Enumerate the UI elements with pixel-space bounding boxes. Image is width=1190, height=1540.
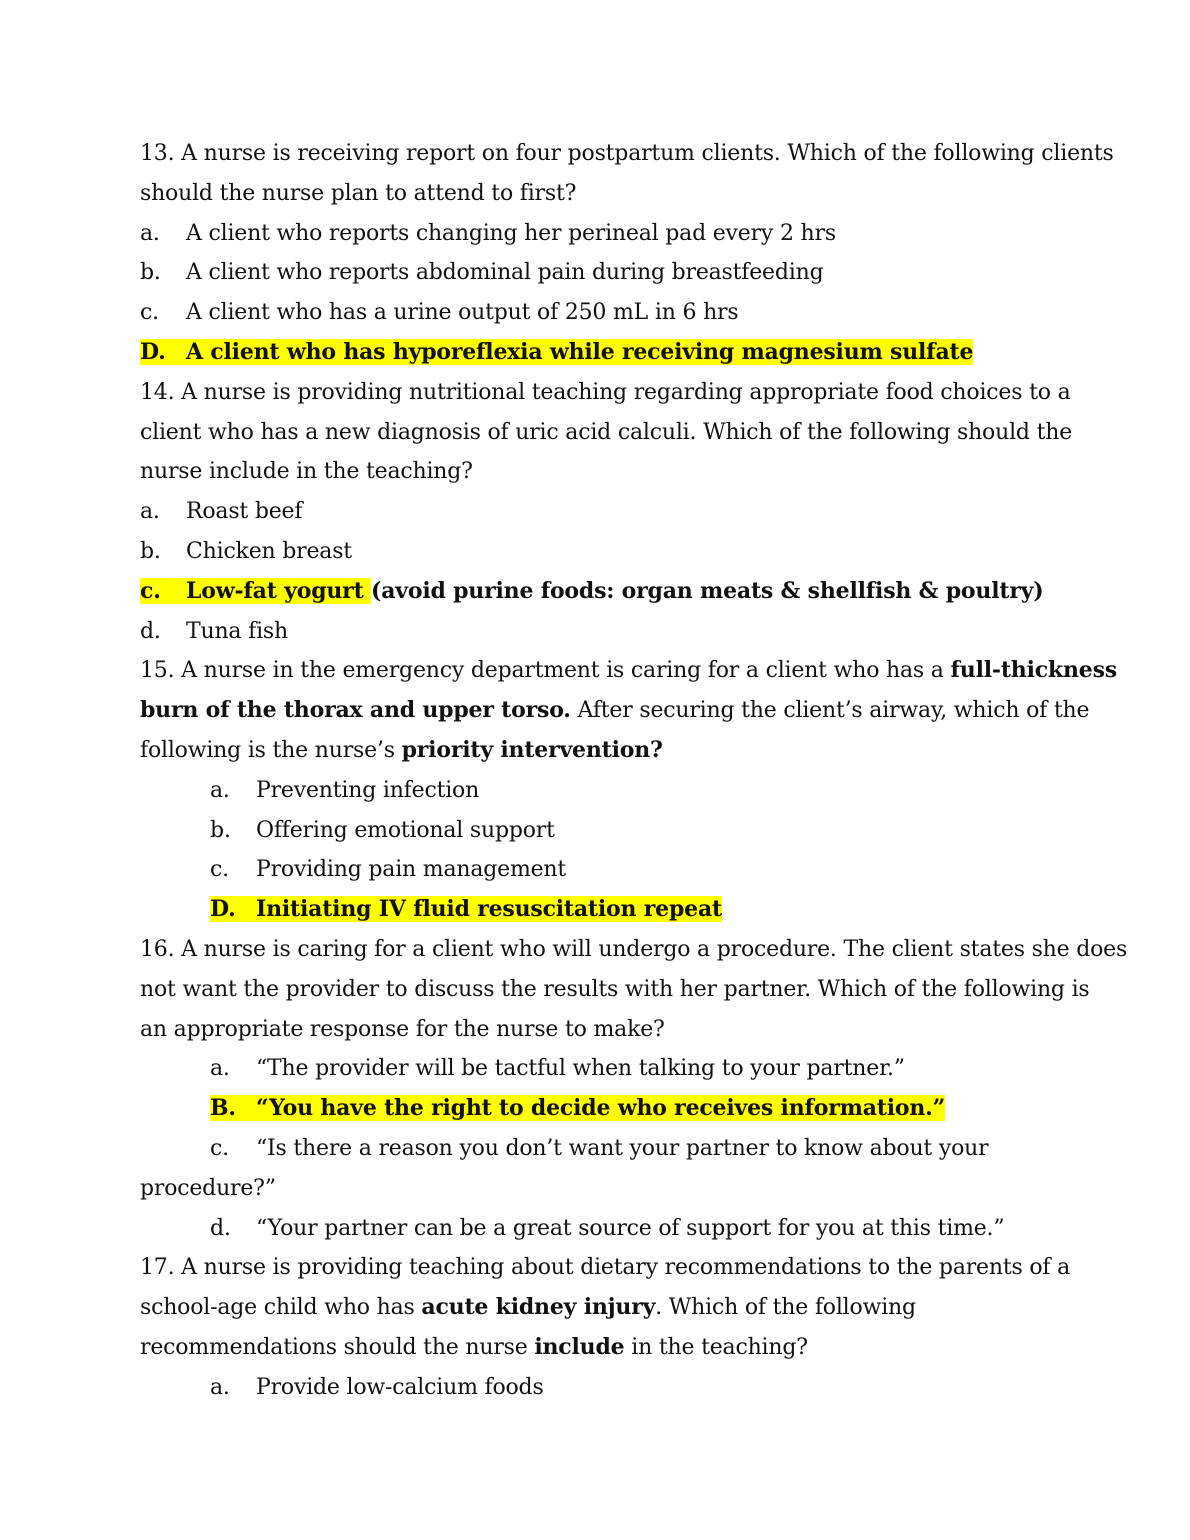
q13-option-a: a. A client who reports changing her perineal pad every 2 hrs (140, 220, 836, 246)
q16-option-b-answer: B. “You have the right to decide who receives information.” (210, 1095, 946, 1122)
q14-option-b: b. Chicken breast (140, 538, 352, 564)
q15-option-d-answer: D. Initiating IV fluid resuscitation repeat (210, 896, 722, 923)
q15-option-c: c. Providing pain management (210, 857, 567, 883)
q16-option-c: c. “Is there a reason you don’t want your partner to know about your (210, 1135, 989, 1161)
q16-stem-line-3: an appropriate response for the nurse to make? (140, 1016, 665, 1042)
q16-stem-line-1: 16. A nurse is caring for a client who will undergo a procedure. The client states she does (140, 936, 1128, 962)
q14-option-c-answer: c. Low-fat yogurt (avoid purine foods: organ meats & shellfish & poultry) (140, 577, 1044, 604)
q16-stem-line-2: not want the provider to discuss the results with her partner. Which of the following is (140, 976, 1090, 1002)
q13-option-c: c. A client who has a urine output of 250 mL in 6 hrs (140, 300, 739, 326)
q15-option-a: a. Preventing infection (210, 777, 480, 803)
q14-option-d: d. Tuna fish (140, 618, 288, 644)
q14-stem-line-2: client who has a new diagnosis of uric acid calculi. Which of the following should the (140, 419, 1073, 445)
q17-stem-line-1: 17. A nurse is providing teaching about dietary recommendations to the parents of a (140, 1255, 1071, 1281)
q13-option-d-answer: D. A client who has hyporeflexia while receiving magnesium sulfate (140, 338, 974, 365)
q16-option-d: d. “Your partner can be a great source of support for you at this time.” (210, 1215, 1005, 1241)
q15-stem-line-1: 15. A nurse in the emergency department is caring for a client who has a full-thickness (140, 657, 1117, 684)
q13-stem-line-1: 13. A nurse is receiving report on four postpartum clients. Which of the following clients (140, 141, 1114, 166)
q17-stem-line-3: recommendations should the nurse include in the teaching? (140, 1333, 808, 1360)
q14-stem-line-1: 14. A nurse is providing nutritional teaching regarding appropriate food choices to a (140, 379, 1071, 405)
document-body (140, 134, 1128, 1408)
q14-stem-line-3: nurse include in the teaching? (140, 459, 473, 485)
q14-option-a: a. Roast beef (140, 499, 303, 525)
q15-stem-line-3: following is the nurse’s priority intervention? (140, 736, 663, 763)
q17-option-a: a. Provide low-calcium foods (210, 1374, 544, 1400)
q13-option-b: b. A client who reports abdominal pain during breastfeeding (140, 260, 824, 286)
q15-stem-line-2: burn of the thorax and upper torso. After securing the client’s airway, which of the (140, 697, 1090, 724)
q14-answer-note: (avoid purine foods: organ meats & shellfish & poultry) (371, 577, 1044, 604)
q16-option-c-continuation: procedure?” (140, 1175, 276, 1201)
q16-option-a: a. “The provider will be tactful when talking to your partner.” (210, 1056, 905, 1082)
q13-stem-line-2: should the nurse plan to attend to first? (140, 180, 577, 206)
q17-stem-line-2: school-age child who has acute kidney injury. Which of the following (140, 1294, 916, 1321)
q15-option-b: b. Offering emotional support (210, 817, 555, 843)
